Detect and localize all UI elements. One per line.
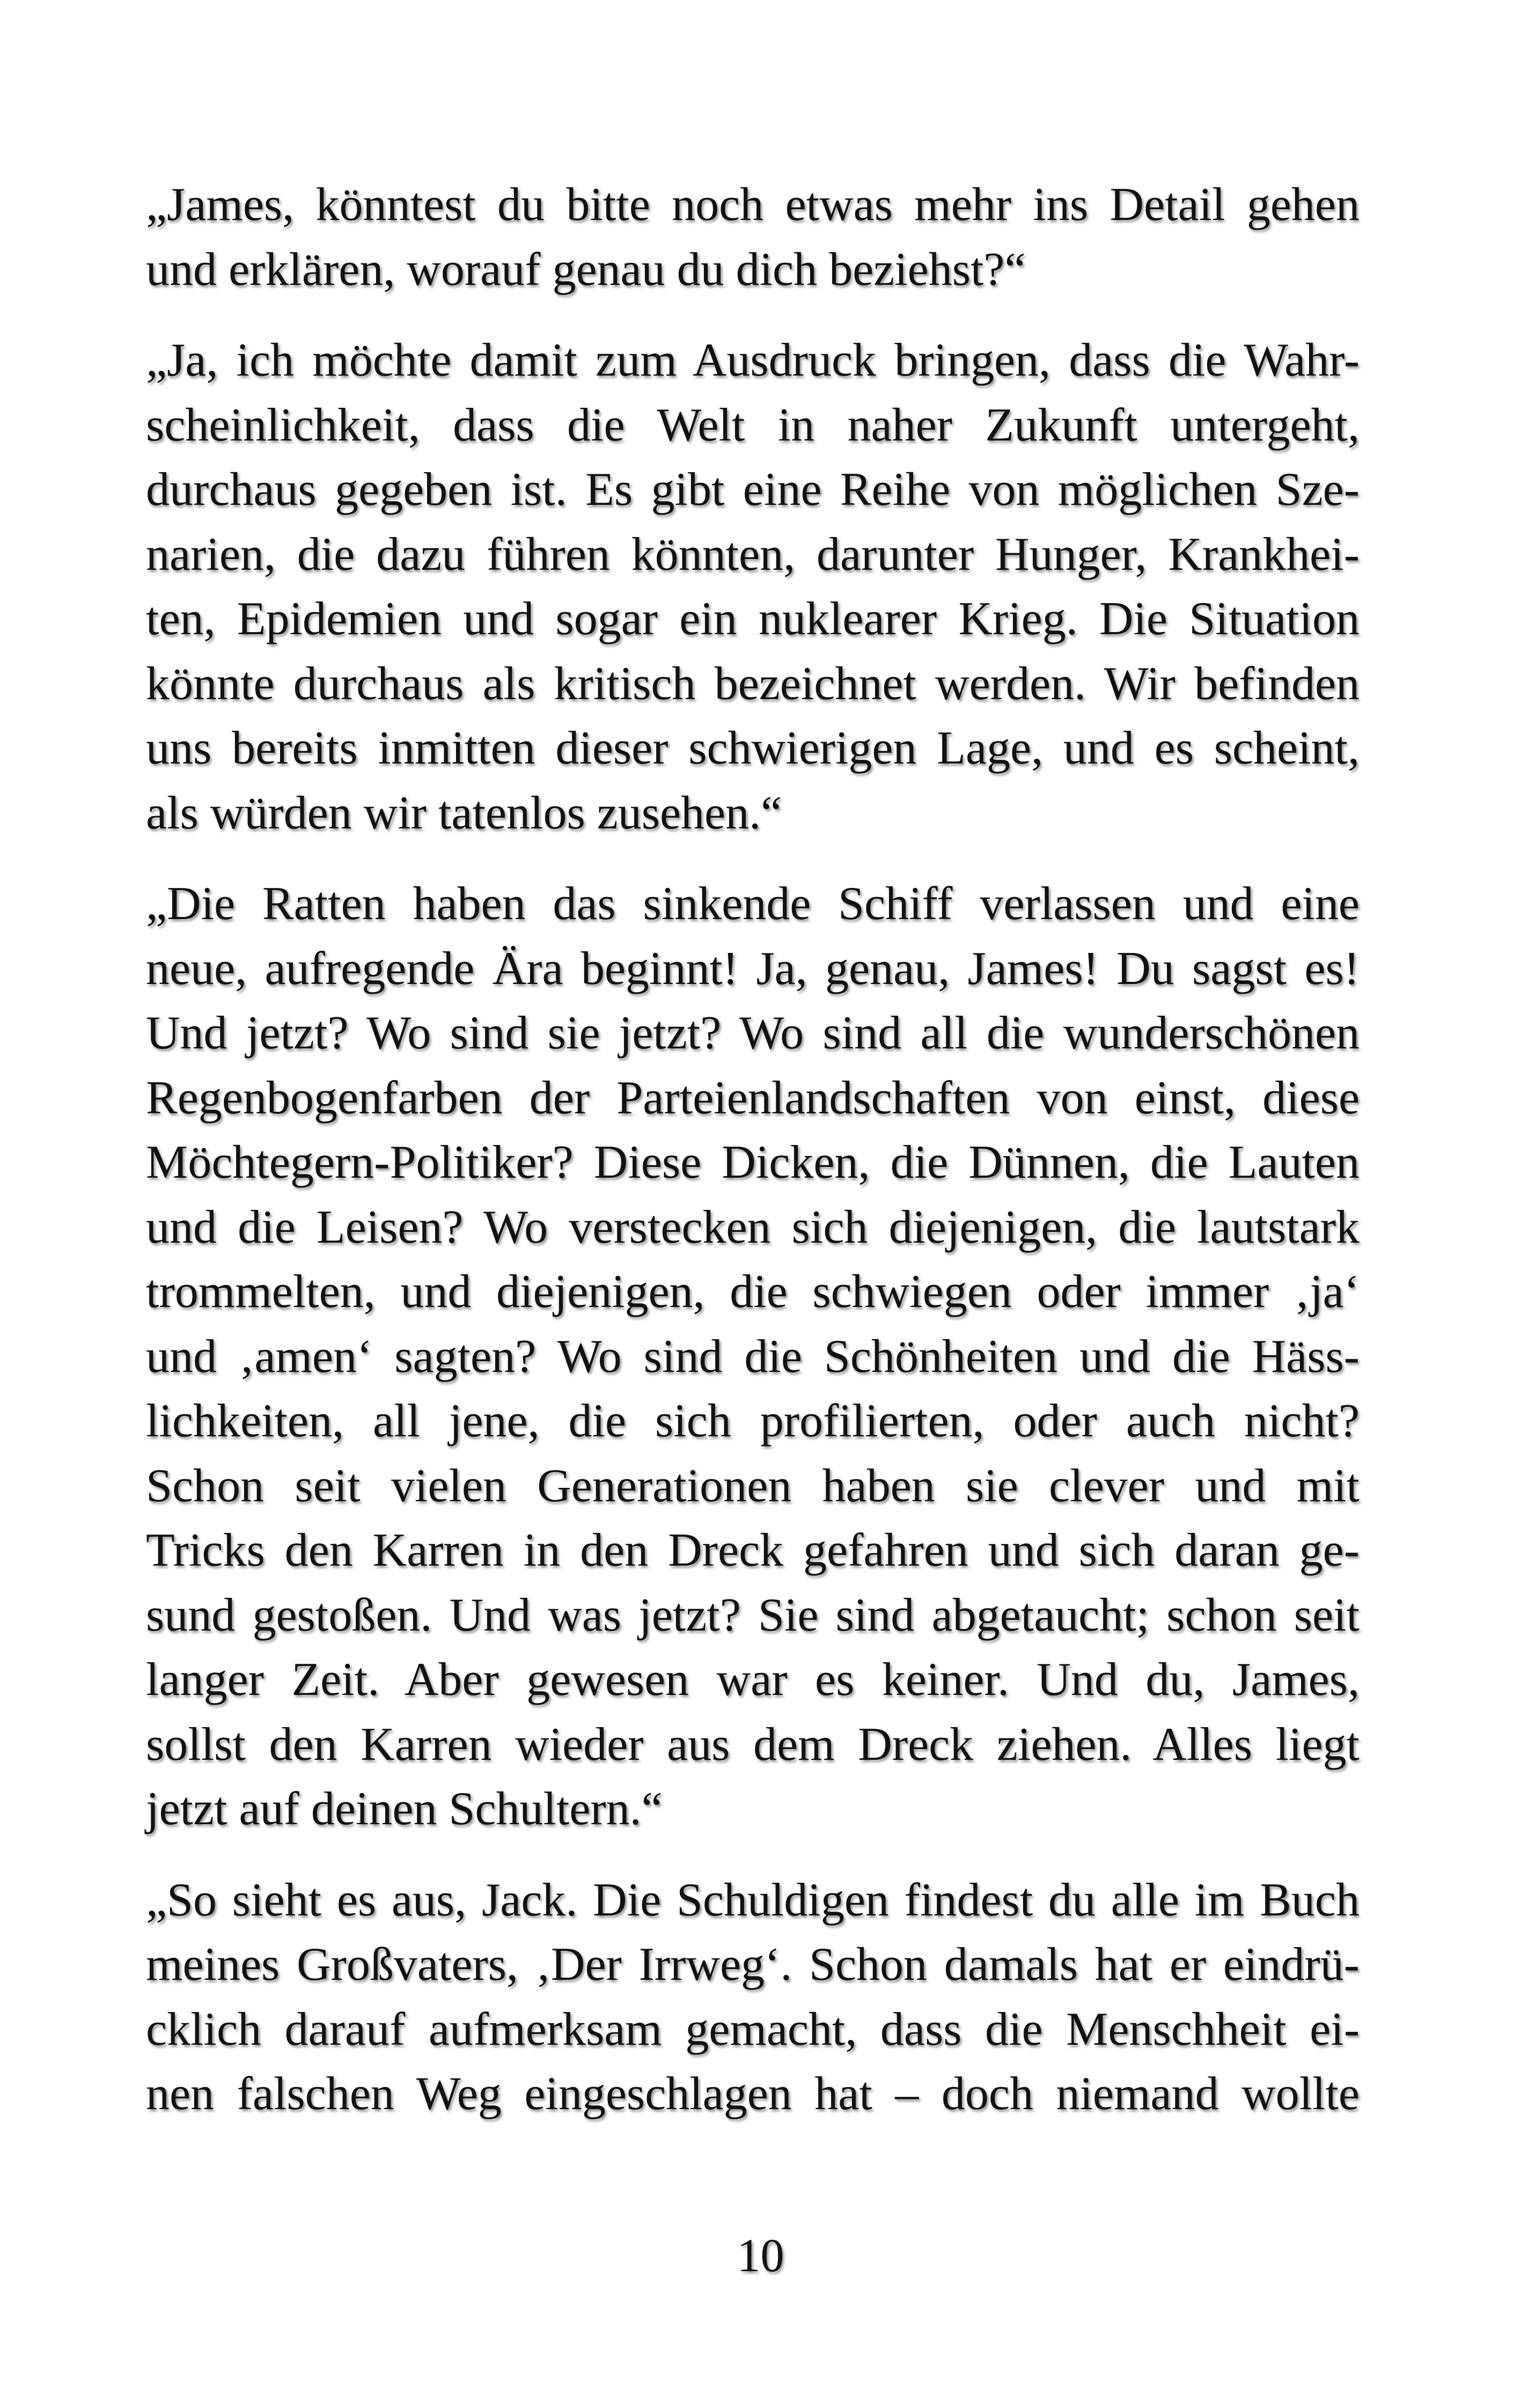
text-line: Und jetzt? Wo sind sie jetzt? Wo sind all die wunderschönen	[146, 1007, 1360, 1059]
paragraph-2	[146, 328, 1360, 846]
text-line: ten, Epidemien und sogar ein nuklearer Krieg. Die Situation	[146, 593, 1360, 645]
text-line: lichkeiten, all jene, die sich profilierten, oder auch nicht?	[146, 1395, 1360, 1447]
text-line: jetzt auf deinen Schultern.“	[146, 1783, 663, 1835]
text-line: nen falschen Weg eingeschlagen hat – doch niemand wollte	[146, 2068, 1360, 2120]
paragraph-1	[146, 173, 1360, 302]
text-line: und erklären, worauf genau du dich beziehst?“	[146, 243, 1026, 296]
text-line: und ‚amen‘ sagten? Wo sind die Schönheiten und die Häss-	[146, 1330, 1360, 1383]
text-line: könnte durchaus als kritisch bezeichnet werden. Wir befinden	[146, 657, 1360, 710]
text-line: als würden wir tatenlos zusehen.“	[146, 787, 782, 839]
page-number: 10	[737, 2230, 784, 2282]
text-line: durchaus gegeben ist. Es gibt eine Reihe von möglichen Sze-	[146, 464, 1360, 516]
text-line: Regenbogenfarben der Parteienlandschaften von einst, diese	[146, 1071, 1360, 1124]
text-line: trommelten, und diejenigen, die schwiegen oder immer ‚ja‘	[146, 1266, 1360, 1318]
text-line: „Die Ratten haben das sinkende Schiff verlassen und eine	[146, 878, 1360, 930]
text-line: Schon seit vielen Generationen haben sie clever und mit	[146, 1459, 1360, 1512]
text-line: scheinlichkeit, dass die Welt in naher Zukunft untergeht,	[146, 399, 1360, 451]
body-text	[146, 173, 1360, 2127]
text-line: Möchtegern-Politiker? Diese Dicken, die Dünnen, die Lauten	[146, 1136, 1360, 1188]
text-line: und die Leisen? Wo verstecken sich diejenigen, die lautstark	[146, 1201, 1360, 1253]
paragraph-3	[146, 872, 1360, 1842]
paragraph-4	[146, 1868, 1360, 2127]
text-line: cklich darauf aufmerksam gemacht, dass die Menschheit ei-	[146, 2003, 1360, 2055]
text-line: narien, die dazu führen könnten, darunter Hunger, Krankhei-	[146, 528, 1360, 581]
text-line: meines Großvaters, ‚Der Irrweg‘. Schon damals hat er eindrü-	[146, 1939, 1360, 1991]
text-line: langer Zeit. Aber gewesen war es keiner. Und du, James,	[146, 1654, 1360, 1706]
text-line: Tricks den Karren in den Dreck gefahren und sich daran ge-	[146, 1524, 1360, 1576]
text-line: uns bereits inmitten dieser schwierigen Lage, und es scheint,	[146, 722, 1360, 774]
text-line: „So sieht es aus, Jack. Die Schuldigen findest du alle im Buch	[146, 1874, 1360, 1926]
text-line: „James, könntest du bitte noch etwas mehr ins Detail gehen	[146, 179, 1360, 231]
text-line: „Ja, ich möchte damit zum Ausdruck bringen, dass die Wahr-	[146, 334, 1360, 386]
text-line: sund gestoßen. Und was jetzt? Sie sind abgetaucht; schon seit	[146, 1589, 1360, 1641]
text-line: neue, aufregende Ära beginnt! Ja, genau, James! Du sagst es!	[146, 942, 1360, 995]
text-line: sollst den Karren wieder aus dem Dreck ziehen. Alles liegt	[146, 1718, 1360, 1771]
